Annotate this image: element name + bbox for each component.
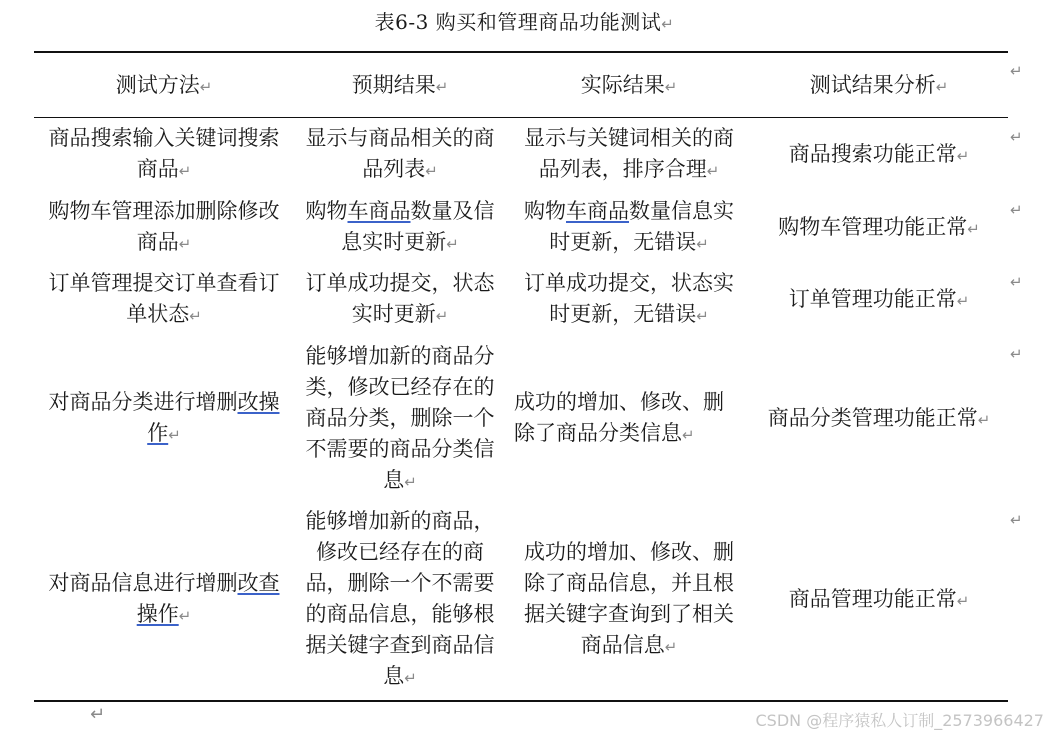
row4-analysis: 商品分类管理功能正常 <box>767 405 978 430</box>
paragraph-mark-icon: ↵ <box>189 307 202 325</box>
row1-analysis-cell <box>754 123 1004 187</box>
header-test-method <box>40 62 288 110</box>
paragraph-mark-icon: ↵ <box>446 235 459 253</box>
document-end-mark-icon: ↵ <box>90 704 106 725</box>
table-caption <box>0 6 1049 35</box>
row2-method: 购物车管理添加删除修改商品 <box>48 199 280 254</box>
paragraph-mark-icon: ↵ <box>178 607 192 625</box>
paragraph-mark-icon: ↵ <box>404 669 417 687</box>
paragraph-mark-icon: ↵ <box>935 77 949 96</box>
row5-expected-cell <box>300 506 500 694</box>
row4-actual-cell <box>514 340 744 498</box>
row2-analysis-cell <box>754 196 1004 260</box>
row4-actual: 成功的增加、修改、删除了商品分类信息 <box>514 390 724 445</box>
paragraph-mark-icon: ↵ <box>168 426 181 444</box>
row1-analysis: 商品搜索功能正常 <box>788 141 957 166</box>
row4-expected-cell <box>300 340 500 498</box>
row5-method-pre: 对商品信息进行增删 <box>48 571 238 595</box>
row3-actual-cell <box>514 268 744 332</box>
row3-actual: 订单成功提交，状态实时更新，无错误 <box>524 271 734 326</box>
row1-expected: 显示与商品相关的商品列表 <box>305 126 495 181</box>
paragraph-mark-icon: ↵ <box>696 307 709 325</box>
row-end-mark-icon: ↵ <box>1010 201 1023 219</box>
row3-method: 订单管理提交订单查看订单状态 <box>48 271 280 326</box>
row1-actual-cell <box>514 123 744 187</box>
paragraph-mark-icon: ↵ <box>956 291 970 310</box>
row3-analysis-cell <box>754 268 1004 332</box>
table-bottom-rule <box>34 700 1008 702</box>
paragraph-mark-icon: ↵ <box>977 410 991 429</box>
header-analysis <box>754 62 1004 110</box>
paragraph-mark-icon: ↵ <box>425 162 438 180</box>
header-actual-result <box>514 62 744 110</box>
paragraph-mark-icon: ↵ <box>967 219 980 238</box>
paragraph-mark-icon: ↵ <box>435 77 449 96</box>
row2-expected-cell <box>300 196 500 260</box>
row2-expected-underlined: 车商品 <box>347 199 411 223</box>
row4-method-underlined: 改操作 <box>147 390 280 445</box>
row1-actual: 显示与关键词相关的商品列表，排序合理 <box>524 126 734 181</box>
row2-actual-post: 数量信息实时更新，无错误 <box>549 199 734 254</box>
row2-expected-post: 数量及信息实时更新 <box>341 199 495 254</box>
row2-method-cell <box>40 196 288 260</box>
row-end-mark-icon: ↵ <box>1010 273 1023 291</box>
row1-expected-cell <box>300 123 500 187</box>
paragraph-mark-icon: ↵ <box>682 426 695 444</box>
row3-analysis: 订单管理功能正常 <box>788 286 957 311</box>
header-expected-result <box>300 62 500 110</box>
row1-method: 商品搜索输入关键词搜索商品 <box>48 126 280 181</box>
table-header-rule <box>34 117 1008 118</box>
row4-method-cell <box>40 340 288 498</box>
paragraph-mark-icon: ↵ <box>664 638 678 656</box>
row-end-mark-icon: ↵ <box>1010 345 1023 363</box>
row3-expected: 订单成功提交，状态实时更新 <box>305 271 495 326</box>
row2-expected-pre: 购物 <box>305 199 348 223</box>
paragraph-mark-icon: ↵ <box>706 162 720 180</box>
row-end-mark-icon: ↵ <box>1010 128 1023 146</box>
header-analysis-label: 测试结果分析 <box>809 72 936 97</box>
header-actual-result-label: 实际结果 <box>580 72 665 97</box>
row4-expected: 能够增加新的商品分类，修改已经存在的商品分类，删除一个不需要的商品分类信息 <box>305 343 495 492</box>
paragraph-mark-icon: ↵ <box>661 15 675 33</box>
row5-method-underlined: 改查操作 <box>136 571 280 626</box>
row2-actual-pre: 购物 <box>524 199 566 223</box>
row2-actual-cell <box>514 196 744 260</box>
row5-actual: 成功的增加、修改、删除了商品信息，并且根据关键字查询到了相关商品信息 <box>524 540 734 657</box>
row4-analysis-cell <box>754 340 1004 498</box>
row5-analysis-cell <box>754 506 1004 694</box>
header-expected-result-label: 预期结果 <box>351 72 436 97</box>
paragraph-mark-icon: ↵ <box>664 77 678 96</box>
row1-method-cell <box>40 123 288 187</box>
paragraph-mark-icon: ↵ <box>404 472 417 491</box>
row3-expected-cell <box>300 268 500 332</box>
table-caption-text: 表6-3 购买和管理商品功能测试 <box>374 10 662 34</box>
row2-actual-underlined: 车商品 <box>566 199 629 223</box>
watermark: CSDN @程序猿私人订制_2573966427 <box>755 711 1044 730</box>
row3-method-cell <box>40 268 288 332</box>
row-end-mark-icon: ↵ <box>1010 511 1023 529</box>
paragraph-mark-icon: ↵ <box>956 146 970 165</box>
row5-expected: 能够增加新的商品，修改已经存在的商品，删除一个不需要的商品信息，能够根据关键字查到商品信息 <box>305 509 495 688</box>
paragraph-mark-icon: ↵ <box>956 591 970 610</box>
paragraph-mark-icon: ↵ <box>199 77 213 96</box>
row-end-mark-icon: ↵ <box>1010 62 1023 80</box>
row5-method-cell <box>40 506 288 694</box>
paragraph-mark-icon: ↵ <box>435 307 449 325</box>
paragraph-mark-icon: ↵ <box>178 235 192 253</box>
row5-analysis: 商品管理功能正常 <box>788 586 957 611</box>
paragraph-mark-icon: ↵ <box>696 235 709 253</box>
table-top-rule <box>34 51 1008 53</box>
row2-analysis: 购物车管理功能正常 <box>778 214 968 239</box>
header-test-method-label: 测试方法 <box>115 72 200 97</box>
row5-actual-cell <box>514 506 744 694</box>
paragraph-mark-icon: ↵ <box>178 162 192 180</box>
row4-method-pre: 对商品分类进行增删 <box>48 390 238 414</box>
